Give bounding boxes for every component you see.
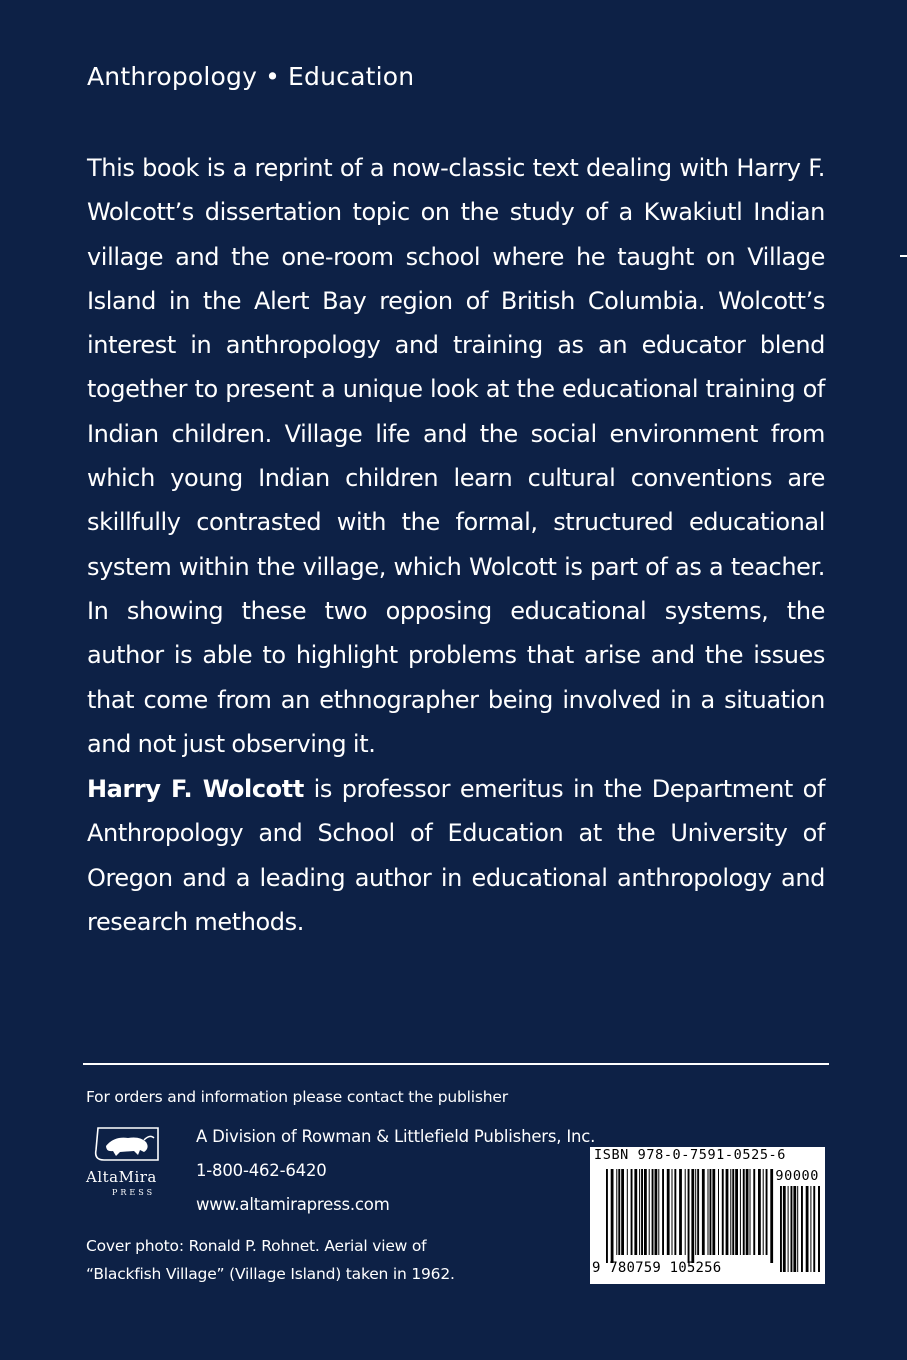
barcode-bar <box>655 1169 658 1255</box>
orders-note: For orders and information please contact the publisher <box>86 1088 508 1106</box>
barcode-bar <box>746 1169 749 1255</box>
book-description: This book is a reprint of a now-classic text dealing with Harry F. Wolcott’s dissertation topic on the study of a Kwakiutl Indian village and the one-room school where he taught on Village Island in the Alert Bay region of British Columbia. Wolcott’s interest in anthropology and training as an educator blend together to present a unique look at the educational training of Indian children. Village life and the social environment from which young Indian children learn cultural conventions are skillfully contrasted with the formal, structured educational system within the village, which Wolcott is part of as a teacher. In showing these two opposing educational systems, the author is able to highlight problems that arise and the issues that come from an ethnographer being involved in a situation and not just observing it. <box>87 154 825 758</box>
author-bio-text: is professor emeritus in the Department of Anthropology and School of Education at the University of Oregon and a leading author in educational anthropology and research methods. <box>87 775 825 936</box>
barcode-bar <box>740 1169 741 1255</box>
barcode-bar <box>732 1169 734 1255</box>
ean-barcode-bars <box>606 1169 774 1263</box>
barcode-bar <box>722 1169 724 1255</box>
barcode-bar <box>695 1169 696 1255</box>
divider-rule <box>83 1063 829 1065</box>
barcode-bar <box>611 1169 614 1263</box>
author-bio <box>87 767 825 944</box>
barcode-bar <box>627 1169 628 1255</box>
logo-subtext: PRESS <box>112 1188 156 1197</box>
barcode-bar <box>718 1169 719 1255</box>
barcode-bar <box>780 1186 782 1272</box>
barcode-bar <box>658 1169 659 1255</box>
publisher-website: www.altamirapress.com <box>196 1195 390 1214</box>
barcode-bar <box>708 1169 709 1255</box>
barcode-bar <box>644 1169 647 1255</box>
price-code: 90000 <box>775 1168 819 1184</box>
category-subject-1: Anthropology <box>87 62 258 91</box>
barcode-bar <box>743 1169 745 1255</box>
barcode-bar <box>667 1169 670 1255</box>
barcode-bar <box>750 1169 751 1255</box>
altamira-logo <box>84 1124 184 1200</box>
barcode-bar <box>662 1169 664 1255</box>
barcode-bar <box>797 1186 798 1272</box>
barcode-bar <box>766 1169 768 1255</box>
barcode-bar <box>672 1169 673 1255</box>
category-subject-2: Education <box>288 62 415 91</box>
barcode-bar <box>679 1169 682 1255</box>
author-name: Harry F. Wolcott <box>87 775 304 803</box>
edge-mark <box>900 255 907 257</box>
barcode-bar <box>649 1169 650 1255</box>
barcode-bar <box>621 1169 624 1255</box>
barcode-bar <box>697 1169 699 1255</box>
barcode-bar <box>606 1169 608 1263</box>
barcode-bar <box>685 1169 686 1255</box>
publisher-division: A Division of Rowman & Littlefield Publishers, Inc. <box>196 1127 596 1146</box>
altamira-logo-icon <box>84 1124 184 1200</box>
category-separator: • <box>265 62 281 91</box>
barcode-bar <box>691 1169 694 1263</box>
barcode-bar <box>618 1169 620 1255</box>
barcode-bar <box>810 1186 811 1272</box>
barcode-bar <box>726 1169 729 1255</box>
barcode-bar <box>710 1169 712 1255</box>
barcode-bar <box>801 1186 803 1272</box>
barcode-bar <box>735 1169 738 1255</box>
publisher-phone: 1-800-462-6420 <box>196 1161 327 1180</box>
barcode-bar <box>770 1169 773 1263</box>
barcode-bar <box>788 1186 789 1272</box>
barcode-bar <box>753 1169 755 1255</box>
addon-barcode-bars <box>780 1186 820 1280</box>
cover-credit-line-2: “Blackfish Village” (Village Island) taken in 1962. <box>86 1265 455 1283</box>
barcode-bar <box>652 1169 654 1255</box>
barcode-bar <box>806 1186 809 1272</box>
barcode-bar <box>639 1169 640 1255</box>
cover-credit-line-1: Cover photo: Ronald P. Rohnet. Aerial view of <box>86 1237 427 1255</box>
barcode-bar <box>702 1169 705 1255</box>
barcode-bar <box>616 1169 617 1255</box>
barcode-bar <box>758 1169 761 1255</box>
barcode-bar <box>791 1186 793 1272</box>
barcode-bar <box>783 1186 786 1272</box>
barcode-bar <box>712 1169 715 1255</box>
barcode-bar <box>763 1169 764 1255</box>
barcode-bar <box>634 1169 637 1255</box>
publisher-info <box>196 1120 595 1222</box>
category-line <box>87 62 414 91</box>
isbn-barcode <box>590 1147 825 1284</box>
barcode-bar <box>631 1169 633 1255</box>
barcode-bar <box>793 1186 796 1272</box>
ean-digits: 9 780759 105256 <box>592 1260 722 1276</box>
barcode-bar <box>674 1169 676 1255</box>
isbn-label: ISBN 978-0-7591-0525-6 <box>594 1147 787 1163</box>
logo-wordmark: AltaMira <box>86 1168 157 1186</box>
barcode-bar <box>641 1169 643 1255</box>
barcode-bar <box>813 1186 815 1272</box>
cover-credit <box>86 1232 455 1288</box>
barcode-bar <box>688 1169 690 1263</box>
barcode-bar <box>730 1169 731 1255</box>
barcode-bar <box>818 1186 820 1272</box>
